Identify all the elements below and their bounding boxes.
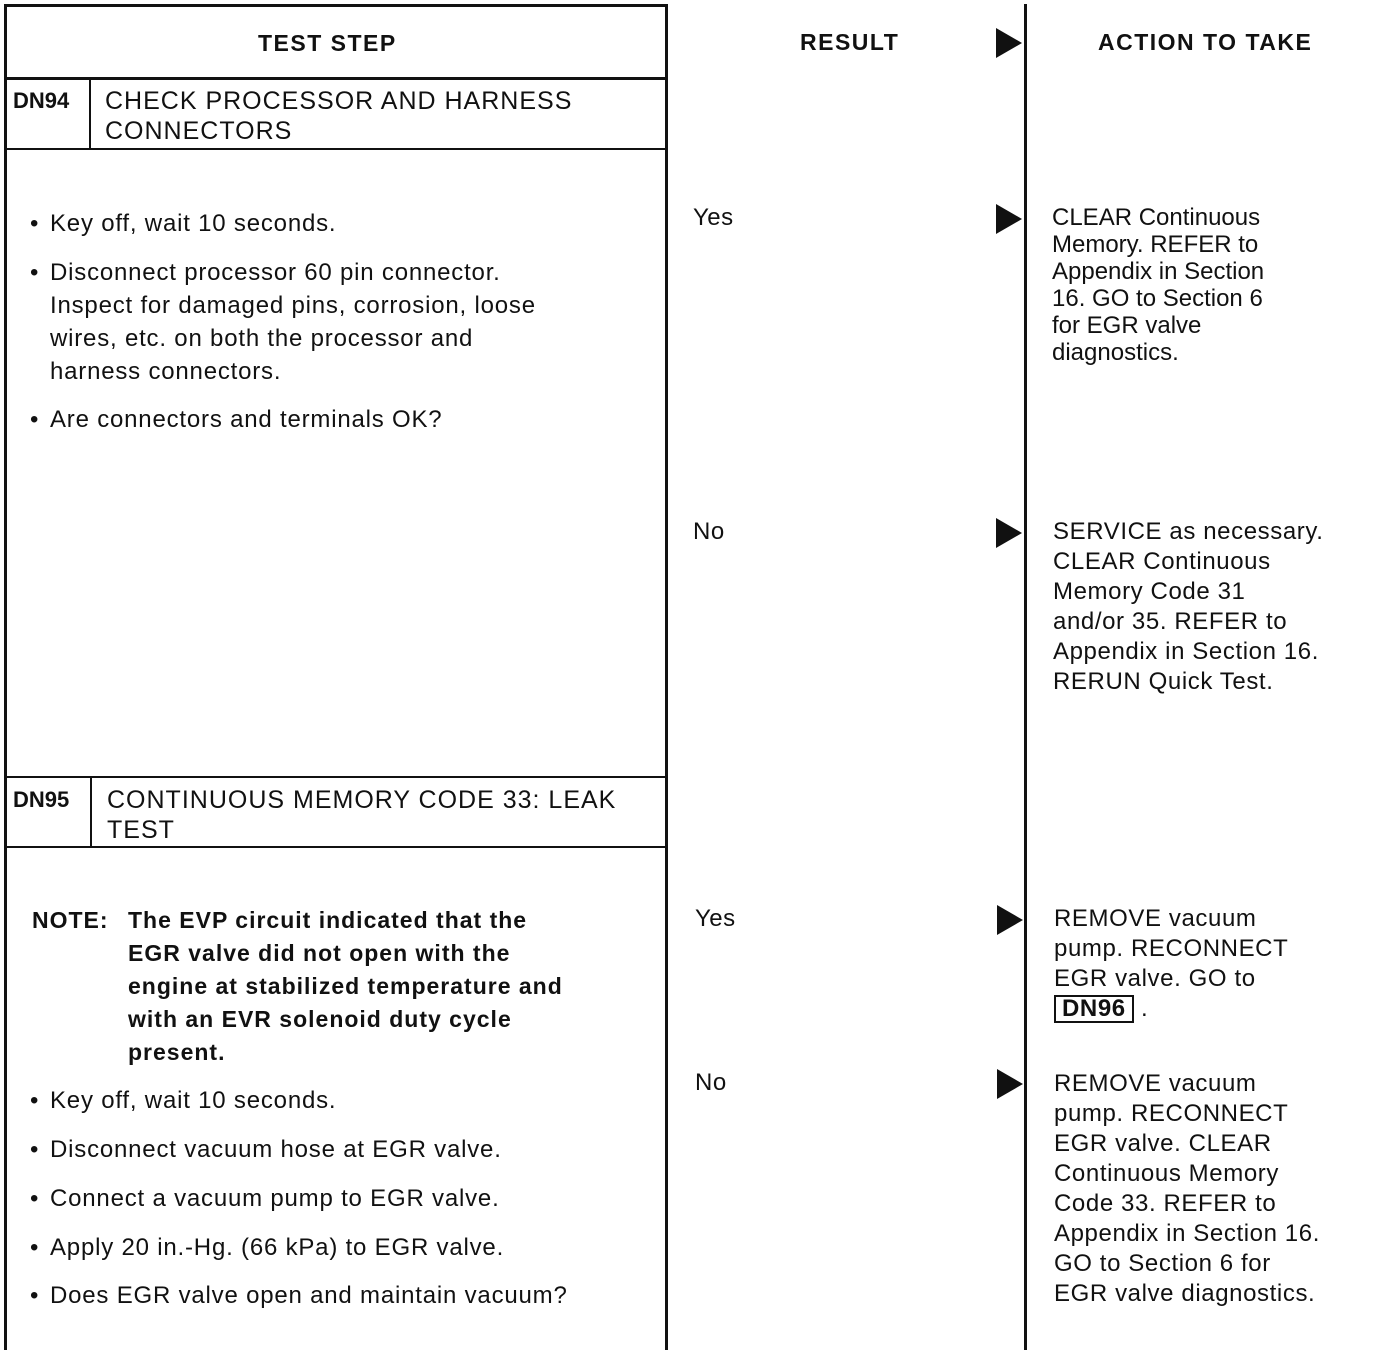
dn95-result-no: No — [695, 1069, 727, 1096]
header-arrow-icon — [996, 28, 1022, 58]
dn94-action-yes: CLEAR Continuous Memory. REFER to Appendix in Section 16. GO to Section 6 for EGR valve diagnostics. — [1052, 204, 1265, 366]
dn94-title-bottom-rule — [4, 148, 666, 150]
dn95-step-title — [107, 785, 616, 845]
table-top-border — [4, 4, 666, 7]
dn95-title-top-rule — [4, 776, 666, 778]
header-result: RESULT — [800, 29, 900, 55]
dn94-step-title — [105, 86, 572, 146]
dn94-result-yes: Yes — [693, 204, 734, 231]
bullet-dot-icon: • — [30, 210, 40, 237]
bullet-dot-icon: • — [30, 1282, 40, 1309]
dn96-reference-link[interactable]: DN96 — [1054, 995, 1134, 1023]
dn94-no-arrow-icon — [996, 518, 1022, 548]
dn94-result-no: No — [693, 518, 725, 545]
bullet-dot-icon: • — [30, 406, 40, 433]
dn95-title-line: CONTINUOUS MEMORY CODE 33: LEAK — [107, 786, 617, 814]
column-divider-result-action — [1024, 4, 1027, 1350]
dn95-action-yes: REMOVE vacuum pump. RECONNECT EGR valve. GO to DN96 . — [1054, 905, 1289, 1022]
dn94-yes-arrow-icon — [996, 204, 1022, 234]
dn94-title-line: CHECK PROCESSOR AND HARNESS — [105, 87, 573, 115]
dn94-id-divider — [89, 78, 91, 150]
dn95-id-divider — [90, 776, 92, 848]
dn95-title-bottom-rule — [4, 846, 666, 848]
dn95-yes-arrow-icon — [997, 905, 1023, 935]
note-label: NOTE: — [32, 907, 109, 933]
bullet-dot-icon: • — [30, 259, 40, 286]
header-bottom-rule — [4, 77, 666, 80]
dn95-step-id: DN95 — [13, 787, 70, 812]
dn95-action-no: REMOVE vacuum pump. RECONNECT EGR valve. CLEAR Continuous Memory Code 33. REFER to Appendix in Section 16. GO to Section 6 for EGR valve diagnostics. — [1054, 1070, 1320, 1307]
dn95-result-yes: Yes — [695, 905, 736, 932]
bullet-dot-icon: • — [30, 1185, 40, 1212]
bullet-dot-icon: • — [30, 1087, 40, 1114]
dn94-title-line: CONNECTORS — [105, 117, 293, 145]
header-test-step: TEST STEP — [258, 30, 397, 56]
bullet-dot-icon: • — [30, 1234, 40, 1261]
dn94-step-id: DN94 — [13, 88, 70, 113]
dn95-title-line: TEST — [107, 816, 175, 844]
dn95-no-arrow-icon — [997, 1069, 1023, 1099]
column-divider-test-result — [665, 4, 668, 1350]
note-text: The EVP circuit indicated that the EGR valve did not open with the engine at stabilized temperature and with an EVR solenoid duty cycle present. — [128, 907, 563, 1065]
header-action: ACTION TO TAKE — [1098, 29, 1313, 55]
dn94-action-no: SERVICE as necessary. CLEAR Continuous Memory Code 31 and/or 35. REFER to Appendix in Section 16. RERUN Quick Test. — [1053, 518, 1324, 695]
table-left-border — [4, 4, 7, 1350]
bullet-dot-icon: • — [30, 1136, 40, 1163]
